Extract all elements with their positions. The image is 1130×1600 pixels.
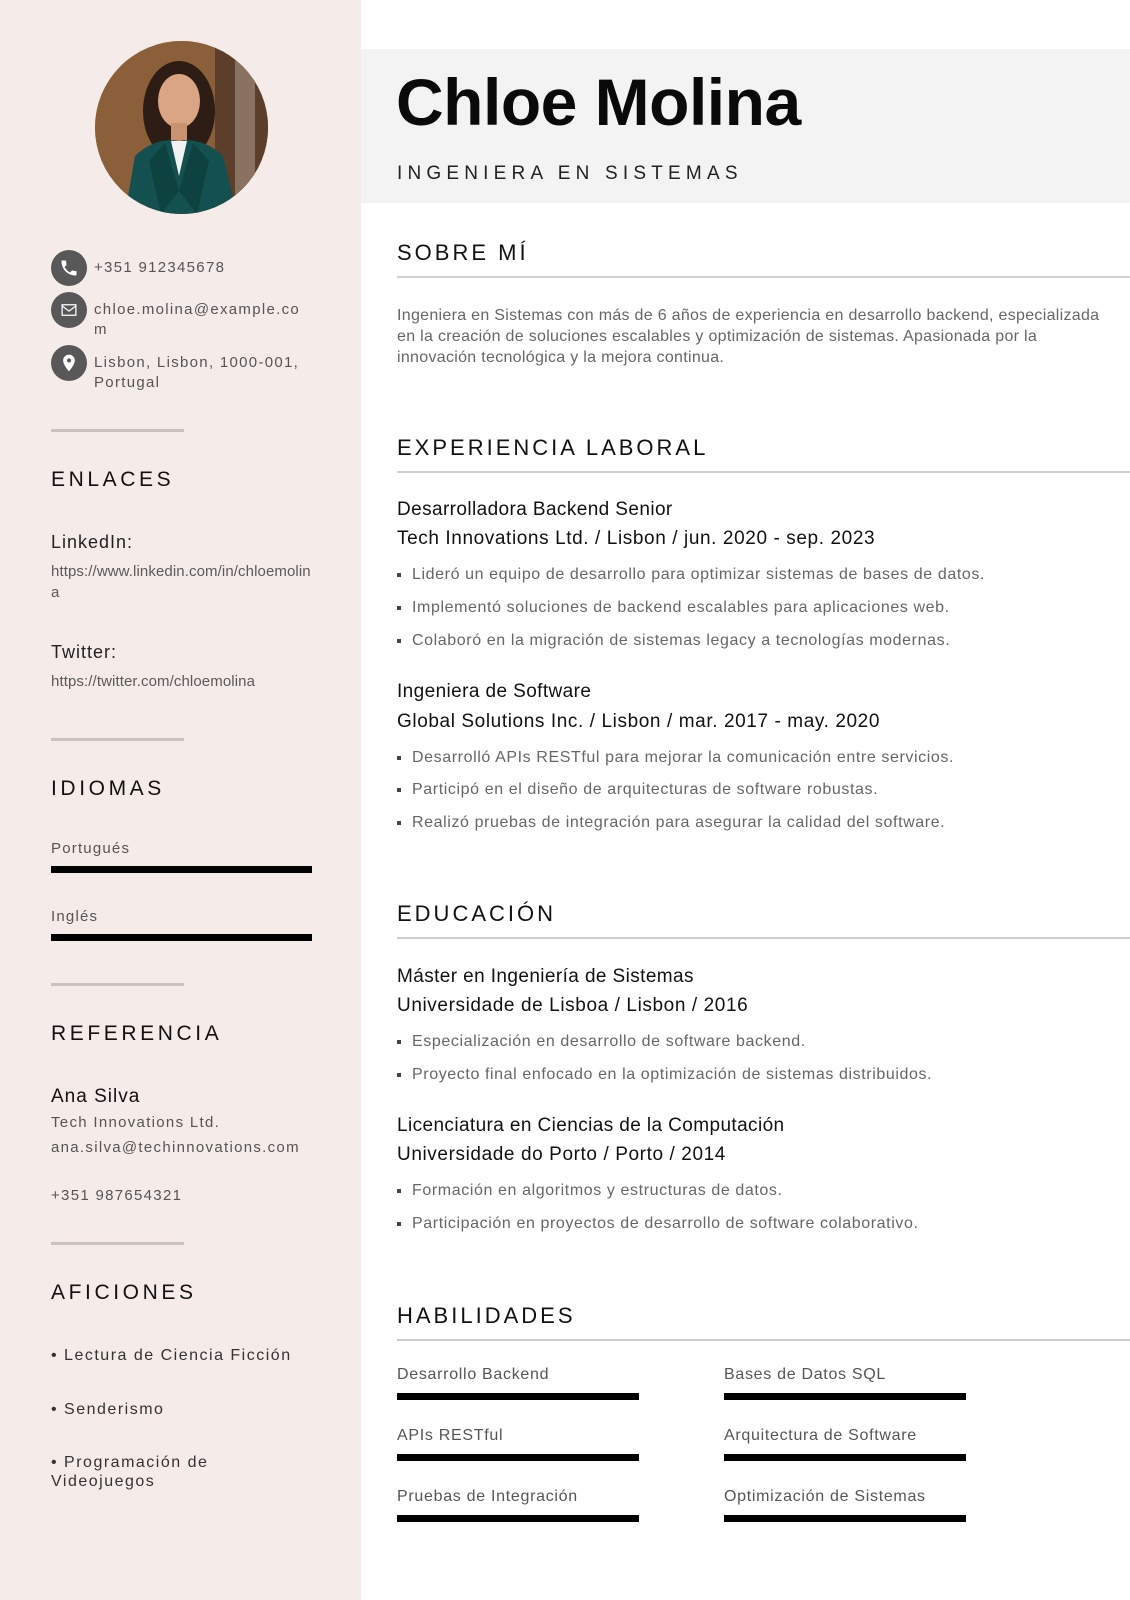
email-text[interactable]: chloe.molina@example.com xyxy=(94,301,301,338)
skill-name: Pruebas de Integración xyxy=(397,1488,578,1505)
experience-heading: EXPERIENCIA LABORAL xyxy=(397,435,709,460)
bullet-icon xyxy=(397,788,401,792)
skill-level-bar xyxy=(397,1393,639,1400)
phone-icon xyxy=(51,250,87,286)
mail-icon xyxy=(51,292,87,328)
linkedin-label: LinkedIn: xyxy=(51,532,134,552)
bullet-icon xyxy=(397,1073,401,1077)
skill-level-bar xyxy=(724,1515,966,1522)
about-text: Ingeniera en Sistemas con más de 6 años de experiencia en desarrollo backend, especializada en la creación de soluciones escalables y optimización de sistemas. Apasionada por la innovación tecnológica y la mejora continua. xyxy=(397,307,1100,366)
bullet-icon xyxy=(397,1222,401,1226)
degree-subtitle: Universidade de Lisboa / Lisbon / 2016 xyxy=(397,995,749,1016)
skill-level-bar xyxy=(397,1454,639,1461)
bullet-icon xyxy=(397,821,401,825)
job-bullet: Realizó pruebas de integración para asegurar la calidad del software. xyxy=(397,814,945,832)
degree-subtitle: Universidade do Porto / Porto / 2014 xyxy=(397,1144,726,1165)
location-pin-icon xyxy=(51,345,87,381)
section-divider xyxy=(397,276,1130,278)
contact-email xyxy=(51,300,321,340)
job-bullet: Colaboró en la migración de sistemas legacy a tecnologías modernas. xyxy=(397,632,950,650)
candidate-role: INGENIERA EN SISTEMAS xyxy=(397,163,743,184)
skill-name: Optimización de Sistemas xyxy=(724,1488,926,1505)
education-bullet: Participación en proyectos de desarrollo de software colaborativo. xyxy=(397,1215,919,1233)
language-level-bar xyxy=(51,866,312,873)
linkedin-link[interactable]: https://www.linkedin.com/in/chloemolina xyxy=(51,563,311,601)
degree-title: Licenciatura en Ciencias de la Computación xyxy=(397,1115,785,1136)
hobbies-heading: AFICIONES xyxy=(51,1281,197,1304)
reference-email[interactable]: ana.silva@techinnovations.com xyxy=(51,1139,300,1156)
skill-name: Bases de Datos SQL xyxy=(724,1366,887,1383)
reference-name: Ana Silva xyxy=(51,1086,141,1107)
bullet-icon xyxy=(397,606,401,610)
bullet-icon xyxy=(397,1040,401,1044)
job-title: Desarrolladora Backend Senior xyxy=(397,499,673,520)
skill-level-bar xyxy=(724,1393,966,1400)
links-heading: ENLACES xyxy=(51,468,175,491)
job-bullet: Participó en el diseño de arquitecturas de software robustas. xyxy=(397,781,878,799)
section-divider xyxy=(397,1339,1130,1341)
skill-name: APIs RESTful xyxy=(397,1427,504,1444)
skills-heading: HABILIDADES xyxy=(397,1303,576,1328)
education-bullet: Proyecto final enfocado en la optimización de sistemas distribuidos. xyxy=(397,1066,932,1084)
twitter-link[interactable]: https://twitter.com/chloemolina xyxy=(51,673,256,690)
section-divider xyxy=(397,937,1130,939)
reference-heading: REFERENCIA xyxy=(51,1022,223,1045)
contact-address xyxy=(51,353,321,393)
divider xyxy=(51,1242,184,1245)
address-text: Lisbon, Lisbon, 1000-001, Portugal xyxy=(94,354,300,391)
job-bullet: Implementó soluciones de backend escalables para aplicaciones web. xyxy=(397,599,950,617)
education-heading: EDUCACIÓN xyxy=(397,901,557,926)
degree-title: Máster en Ingeniería de Sistemas xyxy=(397,966,694,987)
bullet-icon xyxy=(397,756,401,760)
sidebar xyxy=(0,0,361,1600)
skill-name: Arquitectura de Software xyxy=(724,1427,917,1444)
job-bullet: Lideró un equipo de desarrollo para optimizar sistemas de bases de datos. xyxy=(397,566,985,584)
portrait-image xyxy=(95,41,268,214)
hobby-item: • Senderismo xyxy=(51,1401,165,1418)
contact-phone xyxy=(51,258,321,286)
bullet-icon xyxy=(397,573,401,577)
reference-phone: +351 987654321 xyxy=(51,1187,183,1204)
skill-name: Desarrollo Backend xyxy=(397,1366,550,1383)
language-name: Inglés xyxy=(51,908,99,925)
twitter-label: Twitter: xyxy=(51,642,118,662)
hobby-item: • Programación de Videojuegos xyxy=(51,1454,209,1490)
language-name: Portugués xyxy=(51,840,131,857)
bullet-icon xyxy=(397,1189,401,1193)
job-title: Ingeniera de Software xyxy=(397,681,592,702)
reference-company: Tech Innovations Ltd. xyxy=(51,1114,221,1131)
education-bullet: Especialización en desarrollo de software backend. xyxy=(397,1033,806,1051)
profile-photo xyxy=(95,41,268,214)
candidate-name: Chloe Molina xyxy=(396,65,801,139)
languages-heading: IDIOMAS xyxy=(51,777,165,800)
bullet-icon xyxy=(397,639,401,643)
job-subtitle: Tech Innovations Ltd. / Lisbon / jun. 2020 - sep. 2023 xyxy=(397,528,876,549)
hobby-item: • Lectura de Ciencia Ficción xyxy=(51,1347,292,1364)
language-level-bar xyxy=(51,934,312,941)
education-bullet: Formación en algoritmos y estructuras de datos. xyxy=(397,1182,783,1200)
divider xyxy=(51,983,184,986)
divider xyxy=(51,429,184,432)
section-divider xyxy=(397,471,1130,473)
skill-level-bar xyxy=(397,1515,639,1522)
divider xyxy=(51,738,184,741)
phone-text: +351 912345678 xyxy=(94,259,226,276)
about-heading: SOBRE MÍ xyxy=(397,240,529,265)
job-subtitle: Global Solutions Inc. / Lisbon / mar. 2017 - may. 2020 xyxy=(397,711,881,732)
job-bullet: Desarrolló APIs RESTful para mejorar la comunicación entre servicios. xyxy=(397,749,954,767)
skill-level-bar xyxy=(724,1454,966,1461)
